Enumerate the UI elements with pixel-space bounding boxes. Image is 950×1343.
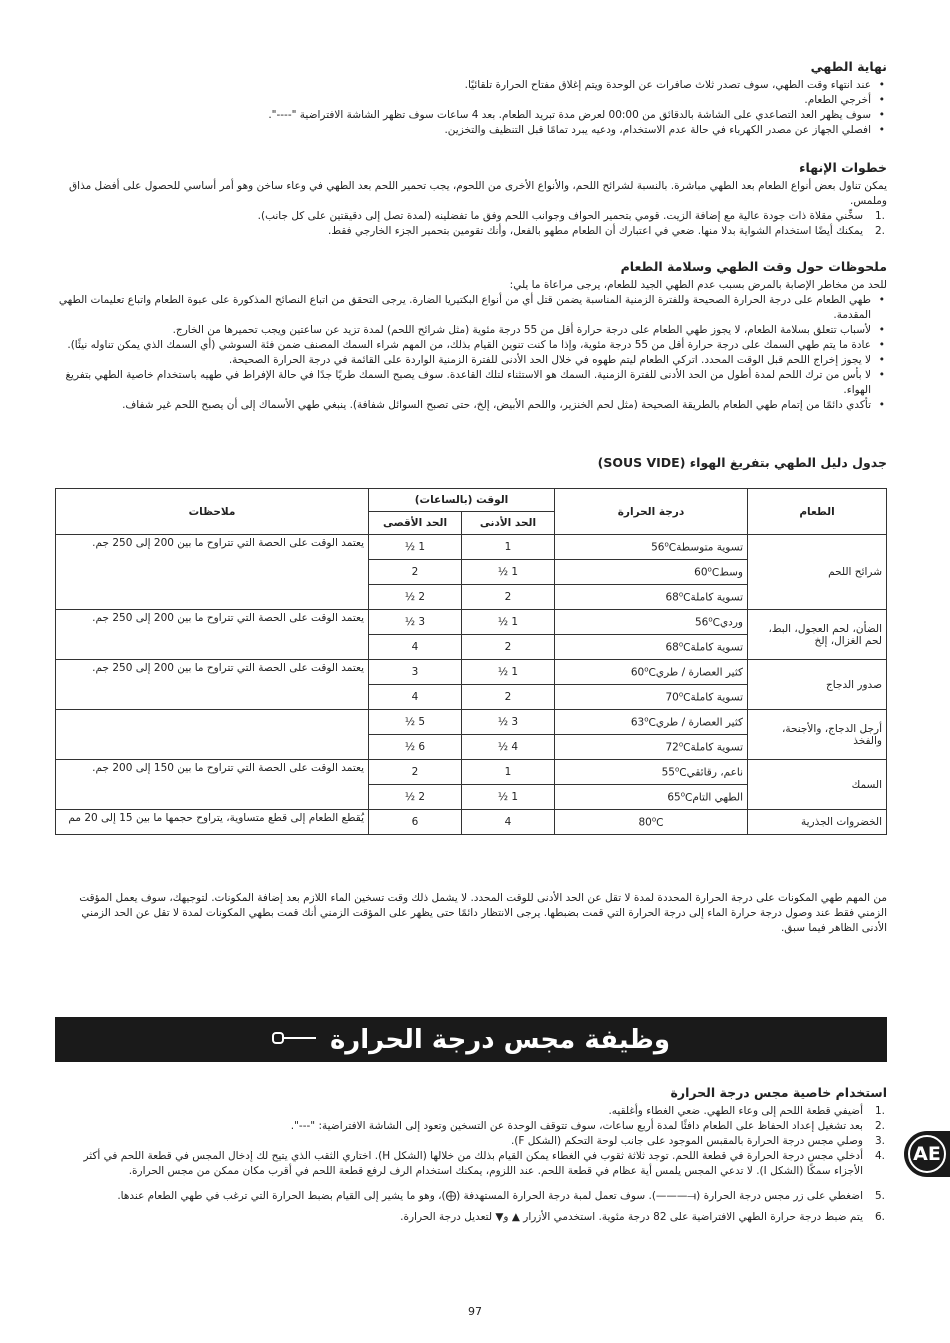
temp-reading	[694, 565, 719, 579]
cell-temp	[555, 535, 748, 560]
list-item: • لأسباب تتعلق بسلامة الطعام، لا يجوز طهي الطعام على درجة حرارة أقل من 55 درجة مئوية (مثل شرائح اللحم) لمدة تزيد عن ساعتين ويجب تحميرها من الخارج.	[55, 323, 887, 338]
temp-value: 68	[665, 591, 679, 604]
step-text: يمكنك أيضًا استخدام الشواية بدلا منها. ضعي في اعتبارك أن الطعام مطهو بالفعل، وأنك تقومين بتحمير الجزء الخارجي فقط.	[328, 225, 863, 237]
list-item: • عادة ما يتم طهي السمك على درجة حرارة أقل من 55 درجة مئوية، وإذا ما كنت تنوين القيام بذلك، من المهم شراء السمك المصنف ضمن فئة السوشي (أي السمك الذي يمكن تناوله نيئًا).	[55, 338, 887, 353]
temp-value: 56	[694, 616, 709, 629]
table-row	[56, 660, 887, 685]
temp-label: تسوية كاملة	[690, 741, 743, 754]
table-row	[56, 610, 887, 635]
cell-min: 2	[462, 635, 555, 660]
list-item: • سوف يظهر العد التصاعدي على الشاشة بالدقائق من 00:00 لعرض مدة تبريد الطعام. بعد 4 ساعات سوف تظهر الشاشة الافتراضية "----".	[55, 108, 887, 123]
temp-value: 55	[661, 766, 675, 779]
table-title: جدول دليل الطهي بتفريغ الهواء (SOUS VIDE)	[597, 455, 887, 470]
temp-value: 68	[665, 641, 679, 654]
cell-min: 1 ½	[462, 785, 555, 810]
temp-label: كثير العصارة / طري	[655, 716, 743, 729]
cell-temp	[555, 660, 748, 685]
temp-reading	[695, 615, 720, 629]
table-body	[56, 535, 887, 835]
temp-value: 70	[665, 691, 679, 704]
probe-icon	[272, 1030, 316, 1049]
cell-max: 2	[369, 560, 462, 585]
step-text: وصلي مجس درجة الحرارة بالمقبس الموجود على جانب لوحة التحكم (الشكل F).	[510, 1135, 863, 1147]
temp-value: 60	[694, 566, 708, 579]
cell-max: 3 ½	[369, 610, 462, 635]
cell-notes: يُقطع الطعام إلى قطع متساوية، يتراوح حجمها ما بين 15 إلى 20 مم	[56, 810, 369, 835]
temp-label: وردي	[719, 616, 743, 629]
section-finish	[55, 160, 887, 239]
cell-max: 2	[369, 760, 462, 785]
header-temp: درجة الحرارة	[555, 489, 748, 535]
cell-temp	[555, 710, 748, 735]
list-item	[55, 1189, 887, 1204]
page-number: 97	[468, 1305, 482, 1318]
cell-min: 2	[462, 685, 555, 710]
cell-temp	[555, 735, 748, 760]
temp-reading	[662, 765, 687, 779]
header-notes: ملاحظات	[56, 489, 369, 535]
cell-notes: يعتمد الوقت على الحصة التي تتراوح ما بين 150 إلى 200 جم.	[56, 760, 369, 810]
cell-min: 4	[462, 810, 555, 835]
step-number: 5.	[874, 1190, 885, 1202]
temp-reading	[665, 690, 690, 704]
temp-label: ناعم، رقائقي	[686, 766, 743, 779]
finish-steps	[55, 209, 887, 239]
cell-max: 2 ½	[369, 785, 462, 810]
header-min: الحد الأدنى	[462, 512, 555, 535]
temp-reading	[665, 640, 690, 654]
cell-notes: يعتمد الوقت على الحصة التي تتراوح ما بين 200 إلى 250 جم.	[56, 610, 369, 660]
cell-food: شرائح اللحم	[748, 535, 887, 610]
cell-food: الخضروات الجذرية	[748, 810, 887, 835]
cell-max: 3	[369, 660, 462, 685]
step-number: 2.	[874, 225, 885, 237]
temp-unit: $^o$C	[678, 640, 691, 654]
temp-label: تسوية متوسطة	[676, 541, 743, 554]
step-text: اضغطي على زر مجس درجة الحرارة (⟝———). سوف تعمل لمبة درجة الحرارة المستهدفة (⨁)، وهو ما يشير إلى القيام بضبط الحرارة التي ترغب في طهي الطعام عندها.	[117, 1190, 863, 1202]
cell-food: الضأن، لحم العجول، البط، لحم الغزال، إلخ	[748, 610, 887, 660]
sous-vide-table	[55, 488, 887, 835]
step-number: 1.	[874, 1105, 885, 1117]
cell-notes: يعتمد الوقت على الحصة التي تتراوح ما بين 200 إلى 250 جم.	[56, 535, 369, 610]
temp-label: تسوية كاملة	[690, 691, 743, 704]
cell-temp	[555, 685, 748, 710]
cell-min: 3 ½	[462, 710, 555, 735]
finish-intro: يمكن تناول بعض أنواع الطعام بعد الطهي مباشرة. بالنسبة لشرائح اللحم، والأنواع الأخرى من اللحوم، يجب تحمير اللحم بعد الطهي في وعاء ساخن وهو أمر أساسي للحصول على أفضل مذاق وملمس.	[69, 180, 887, 207]
step-text: أضيفي قطعة اللحم إلى وعاء الطهي. ضعي الغطاء وأغلقيه.	[608, 1105, 863, 1117]
temp-unit: $^o$C	[678, 590, 691, 604]
cell-food: صدور الدجاج	[748, 660, 887, 710]
step-number: 1.	[874, 210, 885, 222]
temp-unit: $^o$C	[651, 815, 664, 829]
temp-label: تسوية كاملة	[690, 641, 743, 654]
list-item	[55, 1134, 887, 1149]
list-item	[55, 1210, 887, 1225]
cell-temp	[555, 760, 748, 785]
cell-max: 4	[369, 635, 462, 660]
cell-max: 6 ½	[369, 735, 462, 760]
cell-temp	[555, 635, 748, 660]
cell-min: 1 ½	[462, 560, 555, 585]
temp-unit: $^o$C	[664, 540, 677, 554]
step-text: سخِّني مقلاة ذات جودة عالية مع إضافة الزيت. قومي بتحمير الحواف وجوانب اللحم وفق ما تفضلينه (لمدة تصل إلى دقيقتين على كل جانب).	[257, 210, 863, 222]
cell-min: 1	[462, 760, 555, 785]
temp-unit: $^o$C	[644, 665, 656, 679]
list-item: • لا يجوز إخراج اللحم قبل الوقت المحدد. اتركي الطعام ليتم طهوه في خلال الحد الأدنى للفترة الزمنية الواردة على القائمة في درجة الحرارة الصحيحة.	[55, 353, 887, 368]
cell-max: 1 ½	[369, 535, 462, 560]
list-item: • عند انتهاء وقت الطهي، سوف تصدر ثلاث صافرات عن الوحدة ويتم إغلاق مفتاح الحرارة تلقائيًا.	[55, 78, 887, 93]
temp-value: 80	[638, 816, 652, 829]
section-probe	[55, 1085, 887, 1225]
cell-max: 5 ½	[369, 710, 462, 735]
temp-label: كثير العصارة / طري	[655, 666, 743, 679]
table-row	[56, 810, 887, 835]
end-list	[55, 78, 887, 138]
language-badge-label: AE	[908, 1135, 946, 1173]
temp-unit: $^o$C	[708, 615, 720, 629]
temp-reading	[665, 740, 690, 754]
cell-notes: يعتمد الوقت على الحصة التي تتراوح ما بين 200 إلى 250 جم.	[56, 660, 369, 710]
temp-label: وسط	[719, 566, 743, 579]
cell-notes	[56, 710, 369, 760]
probe-steps	[55, 1104, 887, 1225]
page-content	[55, 55, 887, 936]
temp-unit: $^o$C	[644, 715, 656, 729]
temp-value: 65	[667, 791, 681, 804]
cell-min: 1 ½	[462, 610, 555, 635]
cell-temp	[555, 585, 748, 610]
cell-temp	[555, 810, 748, 835]
cell-min: 1 ½	[462, 660, 555, 685]
section-banner	[55, 1017, 887, 1062]
temp-unit: $^o$C	[678, 690, 691, 704]
step-text: بعد تشغيل إعداد الحفاظ على الطعام دافئًا لمدة أربع ساعات، سوف تتوقف الوحدة عن التسخين وتعود إلى الشاشة الافتراضية: "---".	[290, 1120, 863, 1132]
temp-reading	[631, 665, 656, 679]
temp-unit: $^o$C	[707, 565, 720, 579]
temp-reading	[651, 540, 676, 554]
table-row	[56, 535, 887, 560]
list-item	[55, 209, 887, 224]
list-item	[55, 224, 887, 239]
banner-title: وظيفة مجس درجة الحرارة	[329, 1024, 671, 1055]
list-item	[55, 1149, 887, 1179]
temp-reading	[665, 590, 690, 604]
header-max: الحد الأقصى	[369, 512, 462, 535]
temp-reading	[667, 790, 692, 804]
notes-intro: للحد من مخاطر الإصابة بالمرض بسبب عدم الطهي الجيد للطعام، يرجى مراعاة ما يلي:	[509, 279, 887, 291]
cell-min: 1	[462, 535, 555, 560]
step-number: 3.	[874, 1135, 885, 1147]
cell-food: السمك	[748, 760, 887, 810]
header-time: الوقت (بالساعات)	[369, 489, 555, 512]
cell-temp	[555, 560, 748, 585]
section-table	[55, 455, 887, 835]
list-item: • طهي الطعام على درجة الحرارة الصحيحة وللفترة الزمنية المناسبة يضمن قتل أي من أنواع البكتيريا الضارة. يرجى التحقق من اتباع النصائح المذكورة على عبوة الطعام واتباع تعليمات الطهي المقدمة.	[55, 293, 887, 323]
table-row	[56, 710, 887, 735]
heading-end: نهاية الطهي	[810, 59, 887, 74]
temp-unit: $^o$C	[680, 790, 693, 804]
cell-food: أرجل الدجاج، والأجنحة، والفخذ	[748, 710, 887, 760]
heading-notes: ملحوظات حول وقت الطهي وسلامة الطعام	[620, 259, 887, 274]
after-table-text: من المهم طهي المكونات على درجة الحرارة المحددة لمدة لا تقل عن الحد الأدنى للوقت المحدد. لا يشمل ذلك وقت تسخين الماء اللازم بعد إضافة المكونات. لتوجيهك، سوف يعمل المؤقت الزمني فقط عند وصول درجة حرارة الماء إلى درجة الحرارة التي قمت بضبطها. يرجى الانتظار دائمًا حتى يظهر على المؤقت الزمني أنك قمت بطهي المكونات لمدة لا تقل عن الحد الزمني الأدنى الظاهر فيما سبق.	[79, 892, 887, 934]
list-item: • لا بأس من ترك اللحم لمدة أطول من الحد الأدنى للفترة الزمنية. السمك هو الاستثناء لتلك القاعدة. سوف يصبح السمك طريًا جدًا في حالة الإفراط في طهيه باستخدام خاصية الطهي بتفريغ الهواء.	[55, 368, 887, 398]
list-item: • أخرجي الطعام.	[55, 93, 887, 108]
temp-label: تسوية كاملة	[690, 591, 743, 604]
cell-max: 2 ½	[369, 585, 462, 610]
list-item: • افصلي الجهاز عن مصدر الكهرباء في حالة عدم الاستخدام، ودعيه يبرد تمامًا قبل التنظيف والتخزين.	[55, 123, 887, 138]
section-notes	[55, 259, 887, 413]
list-item	[55, 1104, 887, 1119]
temp-reading	[638, 815, 663, 829]
heading-probe: استخدام خاصية مجس درجة الحرارة	[670, 1085, 887, 1100]
heading-finish: خطوات الإنهاء	[799, 160, 887, 175]
temp-value: 56	[651, 541, 665, 554]
step-text: يتم ضبط درجة حرارة الطهي الافتراضية على 82 درجة مئوية. استخدمي الأزرار ▲ و▼ لتعديل درجة الحرارة.	[400, 1211, 863, 1223]
cell-temp	[555, 610, 748, 635]
table-row	[56, 760, 887, 785]
temp-unit: $^o$C	[678, 740, 691, 754]
list-item: • تأكدي دائمًا من إتمام طهي الطعام بالطريقة الصحيحة (مثل لحم الخنزير، واللحم الأبيض، إلخ، حتى تصبح السوائل شفافة). ينبغي طهي الأسماك إلى أن يصبح اللحم غير شفاف.	[55, 398, 887, 413]
temp-reading	[631, 715, 656, 729]
temp-value: 63	[630, 716, 645, 729]
temp-label: الطهي التام	[692, 791, 743, 804]
temp-value: 72	[665, 741, 679, 754]
step-text: أدخلي مجس درجة الحرارة في قطعة اللحم. توجد ثلاثة ثقوب في الغطاء يمكن القيام بذلك من خلالها (الشكل H). اختاري الثقب الذي يتيح لك إدخال المجس في قطعة اللحم في أكثر الأجزاء سمكًا (الشكل I). لا تدعي المجس يلمس أية عظام في قطعة اللحم. عند اللزوم، يمكنك استخدام الرف لرفع قطعة اللحم في أقرب مكان ممكن من مجس الحرارة.	[83, 1150, 863, 1177]
list-item	[55, 1119, 887, 1134]
cell-min: 2	[462, 585, 555, 610]
header-food: الطعام	[748, 489, 887, 535]
language-badge	[904, 1131, 950, 1177]
section-end	[55, 59, 887, 138]
step-number: 2.	[874, 1120, 885, 1132]
cell-max: 4	[369, 685, 462, 710]
temp-value: 60	[630, 666, 645, 679]
cell-max: 6	[369, 810, 462, 835]
temp-unit: $^o$C	[674, 765, 687, 779]
notes-list	[55, 293, 887, 413]
cell-min: 4 ½	[462, 735, 555, 760]
step-number: 4.	[874, 1150, 885, 1162]
step-number: 6.	[874, 1211, 885, 1223]
cell-temp	[555, 785, 748, 810]
